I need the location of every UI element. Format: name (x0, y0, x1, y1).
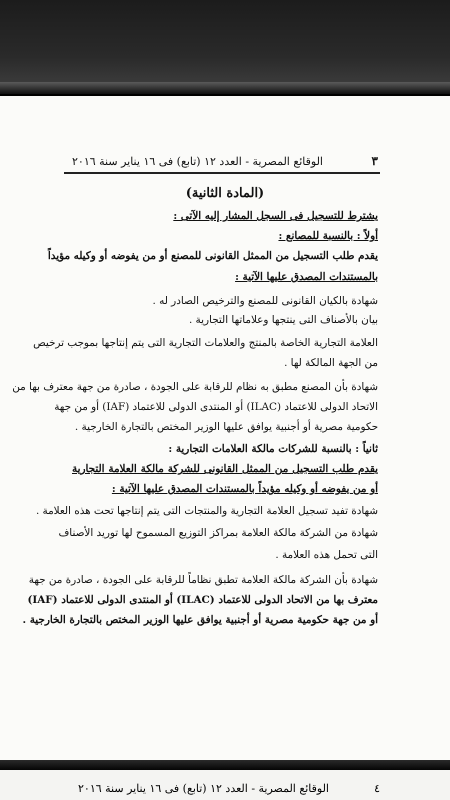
paragraph-line: أو من يفوضه أو وكيله مؤيداً بالمستندات المصدق عليها الآتية : (111, 483, 378, 495)
gazette-header-text: الوقائع المصرية - العدد ١٢ (تابع) فى ١٦ يناير سنة ٢٠١٦ (72, 154, 323, 168)
paragraph-line: شهادة بالكيان القانونى للمصنع والترخيص الصادر له . (152, 295, 378, 307)
next-gazette-header-text: الوقائع المصرية - العدد ١٢ (تابع) فى ١٦ يناير سنة ٢٠١٦ (78, 782, 329, 795)
paragraph-line: شهادة بأن المصنع مطبق به نظام للرقابة على الجودة ، صادرة من جهة معترف بها من (12, 381, 378, 393)
next-running-header (78, 782, 380, 795)
gazette-page (0, 96, 450, 760)
paragraph-line: بالمستندات المصدق عليها الآتية : (235, 271, 378, 283)
paragraph-line: شهادة تفيد تسجيل العلامة التجارية والمنتجات التى يتم إنتاجها تحت هذه العلامة . (35, 505, 378, 517)
section-heading-second: ثانياً : بالنسبة للشركات مالكة العلامات التجارية : (168, 443, 378, 455)
page-number: ٣ (371, 154, 378, 168)
next-page-number: ٤ (374, 782, 380, 795)
page-gap (0, 760, 450, 770)
paragraph-line: الاتحاد الدولى للاعتماد (ILAC) أو المنتدى الدولى للاعتماد (IAF) أو من جهة (54, 401, 378, 413)
paragraph-line: يقدم طلب التسجيل من الممثل القانونى للشركة مالكة العلامة التجارية (72, 463, 378, 475)
section-heading-first: أولاً : بالنسبة للمصانع : (278, 230, 378, 242)
paragraph-line: شهادة من الشركة مالكة العلامة بمراكز التوزيع المسموح لها توريد الأصناف (58, 527, 378, 539)
running-header (72, 154, 378, 168)
paragraph-line: العلامة التجارية الخاصة بالمنتج والعلامات التجارية التى يتم إنتاجها بموجب ترخيص (33, 337, 378, 349)
paragraph-line: شهادة بأن الشركة مالكة العلامة تطبق نظاماً للرقابة على الجودة ، صادرة من جهة (28, 574, 378, 586)
article-title: (المادة الثانية) (185, 186, 265, 201)
page-edge (0, 82, 450, 94)
intro-line: يشترط للتسجيل فى السجل المشار إليه الآتى : (173, 210, 378, 222)
paragraph-line: التى تحمل هذه العلامة . (275, 549, 378, 561)
paragraph-line: بيان بالأصناف التى ينتجها وعلاماتها التجارية . (188, 314, 378, 326)
paragraph-line: أو من جهة حكومية مصرية أو أجنبية يوافق عليها الوزير المختص بالتجارة الخارجية . (22, 614, 378, 626)
next-gazette-page (0, 770, 450, 800)
previous-page-shadow (0, 0, 450, 82)
paragraph-line: من الجهة المالكة لها . (284, 357, 378, 369)
paragraph-line: معترف بها من الاتحاد الدولى للاعتماد (ILAC) أو المنتدى الدولى للاعتماد (IAF) (27, 594, 378, 606)
paragraph-line: حكومية مصرية أو أجنبية يوافق عليها الوزير المختص بالتجارة الخارجية . (74, 421, 378, 433)
header-rule (64, 172, 380, 174)
paragraph-line: يقدم طلب التسجيل من الممثل القانونى للمصنع أو من يفوضه أو وكيله مؤيداً (47, 250, 378, 262)
